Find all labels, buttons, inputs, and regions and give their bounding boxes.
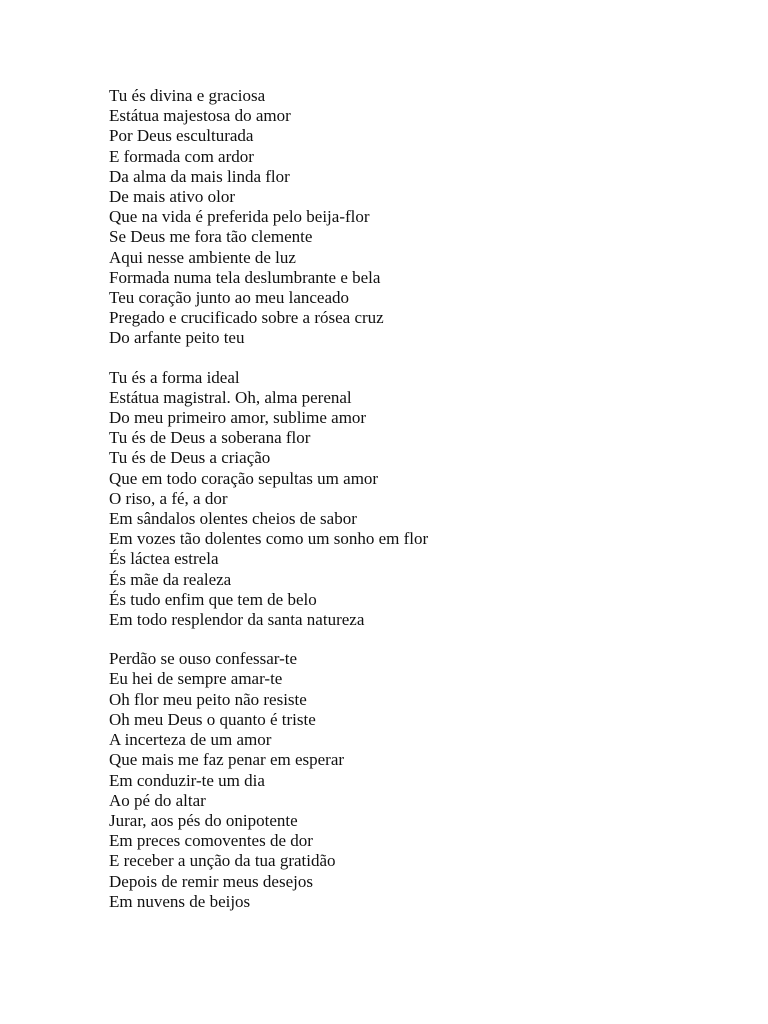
poem-line: O riso, a fé, a dor xyxy=(109,488,228,508)
poem-line: És tudo enfim que tem de belo xyxy=(109,589,317,609)
poem-line: Tu és de Deus a soberana flor xyxy=(109,428,311,448)
stanza-1 xyxy=(109,86,729,349)
poem-line: Por Deus esculturada xyxy=(109,126,254,146)
poem-line: A incerteza de um amor xyxy=(109,730,272,750)
poem-line: Estátua magistral. Oh, alma perenal xyxy=(109,387,352,407)
poem-line: Estátua majestosa do amor xyxy=(109,106,291,126)
poem-line: Eu hei de sempre amar-te xyxy=(109,669,283,689)
poem-line: Do meu primeiro amor, sublime amor xyxy=(109,408,367,428)
stanza-3 xyxy=(109,649,729,912)
poem-line: Que na vida é preferida pelo beija-flor xyxy=(109,207,370,227)
poem-line: Do arfante peito teu xyxy=(109,328,245,348)
poem-line: Tu és a forma ideal xyxy=(109,367,240,387)
poem-line: És mãe da realeza xyxy=(109,569,232,589)
poem-line: Que mais me faz penar em esperar xyxy=(109,750,345,770)
poem-line: Depois de remir meus desejos xyxy=(109,871,313,891)
poem-line: Que em todo coração sepultas um amor xyxy=(109,468,379,488)
poem-line: De mais ativo olor xyxy=(109,187,236,207)
poem-line: Pregado e crucificado sobre a rósea cruz xyxy=(109,308,384,328)
poem-line: Tu és de Deus a criação xyxy=(109,448,271,468)
poem-line: Perdão se ouso confessar-te xyxy=(109,649,298,669)
stanza-2 xyxy=(109,368,729,631)
poem-line: E formada com ardor xyxy=(109,146,254,166)
poem-line: Teu coração junto ao meu lanceado xyxy=(109,288,350,308)
poem-line: Em todo resplendor da santa natureza xyxy=(109,610,365,630)
poem-line: Jurar, aos pés do onipotente xyxy=(109,810,298,830)
poem-line: Em nuvens de beijos xyxy=(109,891,251,911)
poem-line: E receber a unção da tua gratidão xyxy=(109,851,336,871)
poem-line: Oh meu Deus o quanto é triste xyxy=(109,709,316,729)
poem-body xyxy=(109,86,729,912)
poem-line: És láctea estrela xyxy=(109,549,219,569)
poem-line: Em sândalos olentes cheios de sabor xyxy=(109,509,357,529)
poem-line: Ao pé do altar xyxy=(109,790,206,810)
poem-line: Da alma da mais linda flor xyxy=(109,166,290,186)
poem-line: Formada numa tela deslumbrante e bela xyxy=(109,267,381,287)
poem-line: Em conduzir-te um dia xyxy=(109,770,265,790)
poem-line: Aqui nesse ambiente de luz xyxy=(109,247,296,267)
poem-line: Oh flor meu peito não resiste xyxy=(109,689,307,709)
poem-line: Se Deus me fora tão clemente xyxy=(109,227,313,247)
poem-line: Em vozes tão dolentes como um sonho em flor xyxy=(109,529,429,549)
poem-line: Tu és divina e graciosa xyxy=(109,86,266,105)
poem-line: Em preces comoventes de dor xyxy=(109,831,313,851)
